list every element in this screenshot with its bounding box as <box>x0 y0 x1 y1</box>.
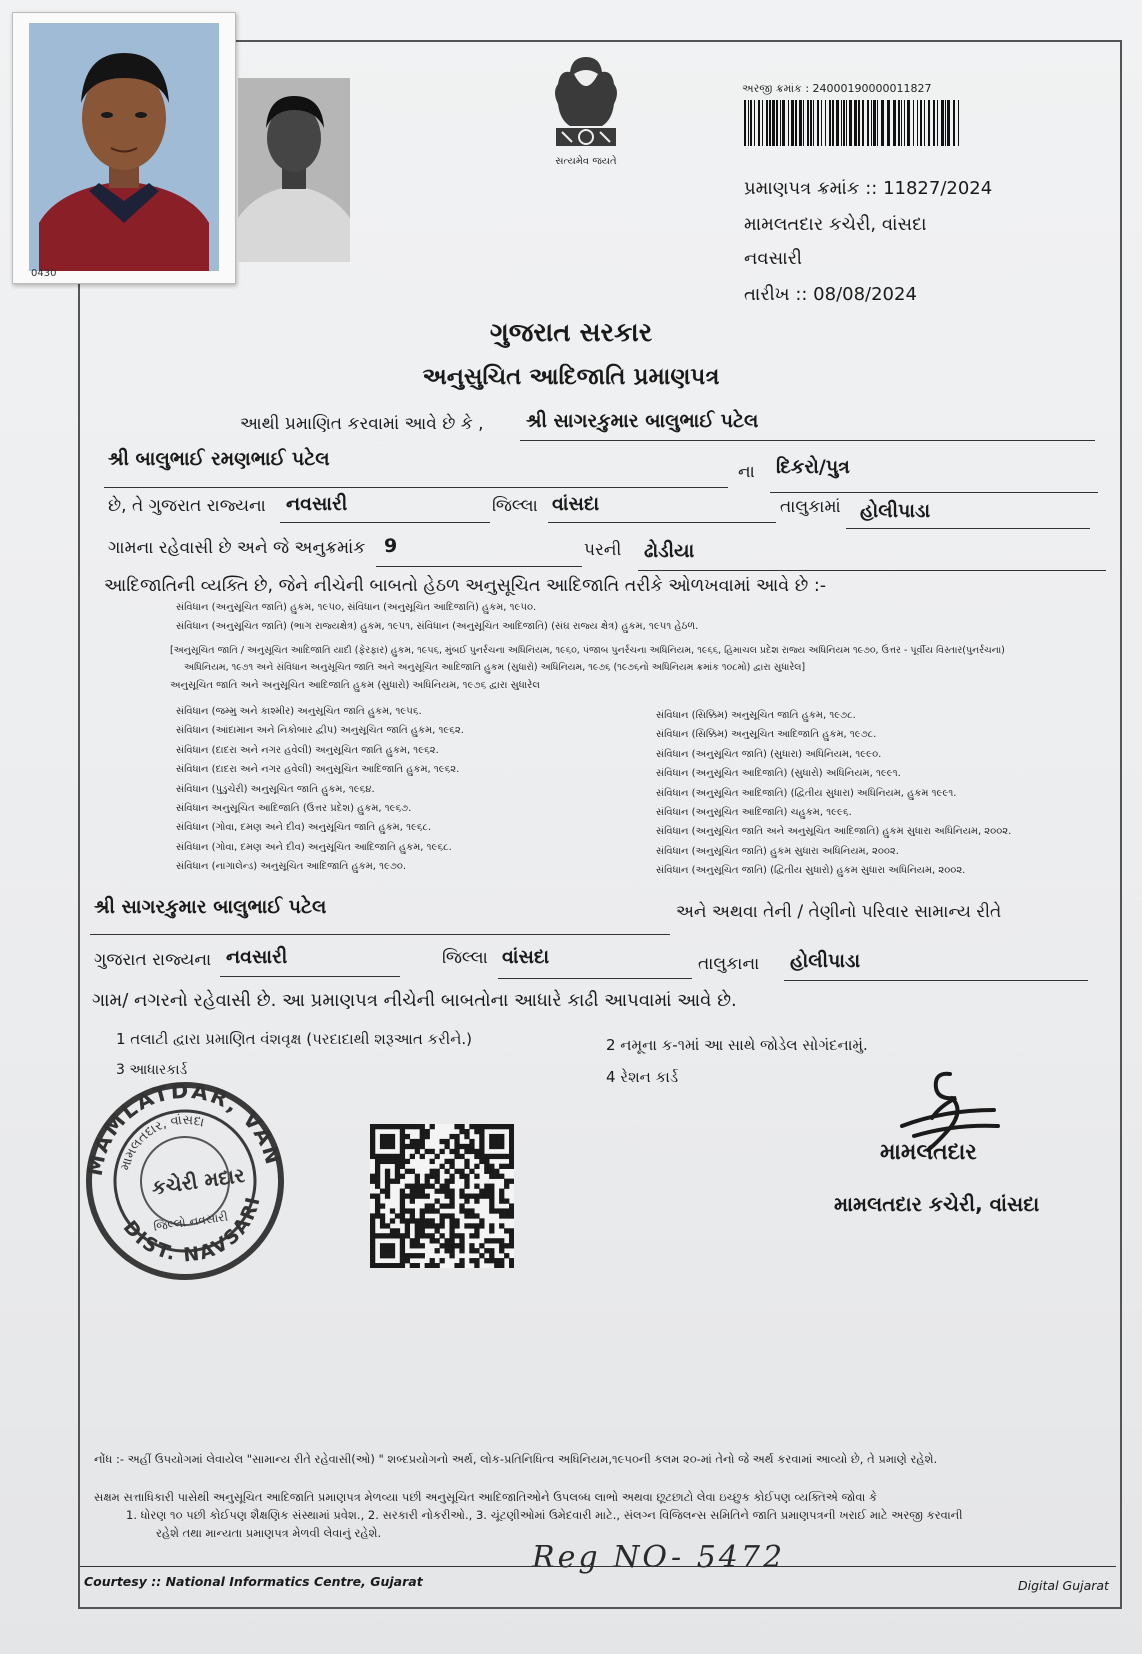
relation-line <box>770 492 1098 493</box>
basis-item-2: 2 નમૂના ક-૧માં આ સાથે જોડેલ સોગંદનામું. <box>606 1036 868 1054</box>
header-district: નવસારી <box>744 248 803 269</box>
residence-closing: ગામ/ નગરનો રહેવાસી છે. આ પ્રમાણપત્ર નીચેની બાબતોના આધારે કાઢી આપવામાં આવે છે. <box>92 990 737 1011</box>
seal-outer-text: MAMLATDAR, VANSDA <box>82 1078 286 1178</box>
residence-district: નવસારી <box>226 946 288 968</box>
printed-photo <box>238 78 350 262</box>
basis-item-3: 3 આધારકાર્ડ <box>116 1062 188 1078</box>
residence-taluka: વાંસદા <box>502 946 550 968</box>
issue-date: તારીખ :: 08/08/2024 <box>744 284 917 305</box>
order-left-item: સંવિધાન (જમ્મુ અને કાશ્મીર) અનુસૂચિત જાતિ હુકમ, ૧૯૫૬. <box>176 706 422 717</box>
certificate-number: પ્રમાણપત્ર ક્રમાંક :: 11827/2024 <box>744 178 993 199</box>
note-validity: રહેશે તથા માન્યતા પ્રમાણપત્ર મેળવી લેવાનું રહેશે. <box>156 1526 382 1540</box>
handwritten-reg-no: Reg NO- 5472 <box>532 1540 786 1575</box>
order-left-item: સંવિધાન (પુડુચેરી) અનુસૂચિત જાતિ હુકમ, ૧૯૬૪. <box>176 783 375 795</box>
taluka-value: વાંસદા <box>552 493 600 515</box>
residence-taluka-line <box>498 978 692 979</box>
emblem-motto: સત્યમેવ જયતે <box>555 156 617 167</box>
residence-name: શ્રી સાગરકુમાર બાલુભાઈ પટેલ <box>94 896 327 918</box>
state-prefix: છે, તે ગુજરાત રાજ્યના <box>108 496 266 516</box>
village-value: હોલીપાડા <box>860 500 931 522</box>
tribe-line <box>638 570 1106 571</box>
photo-portrait <box>29 23 219 271</box>
order-right-item: સંવિધાન (અનુસૂચિત આદિજાતિ) (દ્વિતીય સુધારા) અધિનિયમ, હુકમ ૧૯૯૧. <box>656 787 957 799</box>
taluka-label: તાલુકામાં <box>780 497 841 517</box>
signatory-office: મામલતદાર કચેરી, વાંસદા <box>834 1192 1040 1216</box>
district-line <box>280 522 490 523</box>
issuing-office: મામલતદાર કચેરી, વાંસદા <box>744 214 927 235</box>
seal-inner-text: મામલતદાર, વાંસદા <box>117 1112 206 1173</box>
seal-center-text: કચેરી મદાર <box>150 1162 247 1200</box>
father-name-line <box>104 487 728 488</box>
tribe-name: ઢોડીયા <box>644 540 695 562</box>
district-value: નવસારી <box>286 493 348 515</box>
residence-district-label: જિલ્લા <box>442 948 488 968</box>
signatory-title: મામલતદાર <box>880 1140 977 1165</box>
qr-code <box>370 1124 514 1268</box>
holder-name: શ્રી સાગરકુમાર બાલુભાઈ પટેલ <box>526 410 759 432</box>
village-line <box>846 528 1090 529</box>
note-benefits: સક્ષમ સત્તાધિકારી પાસેથી અનુસૂચિત આદિજાતિ પ્રમાણપત્ર મેળવ્યા પછી અનુસૂચિત આદિજાતિઓને ઉપલબ્ધ લાભો અથવા છૂટછાટો લેવા ઇચ્છુક કોઈપણ વ્યક્તિએ જોવા કે <box>94 1490 878 1504</box>
seal-stamp-icon <box>80 1076 290 1286</box>
residence-suffix: અને અથવા તેની / તેણીનો પરિવાર સામાન્ય રીતે <box>676 902 1002 922</box>
basis-item-1: 1 તલાટી દ્વારા પ્રમાણિત વંશવૃક્ષ (પરદાદાથી શરૂઆત કરીને.) <box>116 1030 473 1048</box>
order-right-item: સંવિધાન (અનુસૂચિત જાતિ) હુકમ સુધારા અધિનિયમ, ૨૦૦૨. <box>656 845 899 857</box>
residence-village: હોલીપાડા <box>790 950 861 972</box>
relation: દિકરો/પુત્ર <box>776 456 850 478</box>
order-right-item: સંવિધાન (સિક્કિમ) અનુસૂચિત આદિજાતિ હુકમ, ૧૯૭૮. <box>656 729 877 741</box>
residence-district-line <box>220 976 400 977</box>
order-right-item: સંવિધાન (સિક્કિમ) અનુસૂચિત જાતિ હુકમ, ૧૯૭૮. <box>656 710 856 721</box>
seal-bottom-text: DIST. NAVSARI <box>118 1193 265 1267</box>
order-left-item: સંવિધાન (આંદામાન અને નિકોબાર દ્વીપ) અનુસૂચિત જાતિ હુકમ, ૧૯૬૨. <box>176 725 464 737</box>
serial-prefix: ગામના રહેવાસી છે અને જે અનુક્રમાંક <box>108 538 366 558</box>
orders-left-list <box>176 706 464 881</box>
order-left-item: સંવિધાન (દાદરા અને નગર હવેલી) અનુસૂચિત જાતિ હુકમ, ૧૯૬૨. <box>176 744 439 756</box>
order-right-item: સંવિધાન (અનુસૂચિત જાતિ) (સુધારા) અધિનિયમ, ૧૯૯૦. <box>656 748 882 760</box>
ashoka-emblem-icon <box>540 52 632 157</box>
basis-item-4: 4 રેશન કાર્ડ <box>606 1068 679 1086</box>
photo-code: 0430 <box>31 268 57 279</box>
note-list: 1. ધોરણ ૧૦ પછી કોઈપણ શૈક્ષણિક સંસ્થામાં પ્રવેશ., 2. સરકારી નોકરીઓ., 3. ચૂંટણીઓમાં ઉમેદવારી માટે., સંલગ્ન વિજિલન્સ સમિતિને જાતિ પ્રમાણપત્રની ખરાઈ માટે અરજી કરવાની <box>126 1508 963 1522</box>
residence-name-line <box>90 934 670 935</box>
taluka-line <box>548 522 776 523</box>
father-name: શ્રી બાલુભાઈ રમણભાઈ પટેલ <box>108 448 330 470</box>
mamlatdar-seal <box>80 1076 290 1286</box>
order-left-item: સંવિધાન અનુસૂચિત આદિજાતિ (ઉત્તર પ્રદેશ) હુકમ, ૧૯૬૭. <box>176 802 412 814</box>
certificate-title: અનુસુચિત આદિજાતિ પ્રમાણપત્ર <box>422 364 720 390</box>
note-residence: નોંધ :- અહીં ઉપયોગમાં લેવાયેલ "સામાન્ય રીતે રહેવાસી(ઓ) " શબ્દપ્રયોગનો અર્થ, લોક-પ્રતિનિધિત્વ અધિનિયમ,૧૯૫૦ની કલમ ૨૦-માં તેનો જે અર્થ કરવામાં આવ્યો છે, તે પ્રમાણે રહેશે. <box>94 1452 938 1466</box>
order-line-4: અધિનિયમ, ૧૯૭૧ અને સંવિધાન અનુસૂચિત જાતિ અને અનુસૂચિત આદિજાતિ હુકમ (સુધારો) અધિનિયમ, ૧૯૭૬ (૧૯૭૬નો અધિનિયમ ક્રમાંક ૧૦૮મો) દ્વારા સુધારેલ] <box>184 662 806 673</box>
order-left-item: સંવિધાન (ગોવા, દમણ અને દીવ) અનુસૂચિત જાતિ હુકમ, ૧૯૬૮. <box>176 822 432 834</box>
order-left-item: સંવિધાન (દાદરા અને નગર હવેલી) અનુસૂચિત આદિજાતિ હુકમ, ૧૯૬૨. <box>176 764 460 776</box>
par-label: પરની <box>584 540 622 560</box>
national-emblem <box>540 52 632 170</box>
seal-mid-text: જિલ્લો નવસારી <box>152 1209 229 1234</box>
application-number: અરજી ક્રમાંક : 24000190000011827 <box>742 82 932 95</box>
residence-state-prefix: ગુજરાત રાજ્યના <box>94 950 212 970</box>
serial-number: 9 <box>384 535 398 557</box>
order-left-item: સંવિધાન (નાગાલેન્ડ) અનુસૂચિત આદિજાતિ હુકમ, ૧૯૭૦. <box>176 861 407 873</box>
na-label: ના <box>738 462 755 482</box>
serial-line <box>376 566 582 567</box>
footer-rule <box>80 1566 1116 1567</box>
government-title: ગુજરાત સરકાર <box>489 318 653 348</box>
order-right-item: સંવિધાન (અનુસૂચિત આદિજાતિ) (સુધારો) અધિનિયમ, ૧૯૯૧. <box>656 768 901 780</box>
order-line-3: [અનુસૂચિત જાતિ / અનુસૂચિત આદિજાતિ યાદી (ફેરફાર) હુકમ, ૧૯૫૬, મુંબઈ પુનર્રચના અધિનિયમ, ૧૯૬૦, પંજાબ પુનર્રચના અધિનિયમ, ૧૯૬૬, હિમાચલ પ્રદેશ રાજ્ય અધિનિયમ ૧૯૭૦, ઉત્તર - પૂર્વીય વિસ્તાર(પુનર્રચના) <box>170 645 1005 656</box>
recognition-statement: આદિજાતિની વ્યક્તિ છે, જેને નીચેની બાબતો હેઠળ અનુસૂચિત આદિજાતિ તરીકે ઓળખવામાં આવે છે :- <box>104 576 827 596</box>
holder-name-line <box>520 440 1095 441</box>
passport-photo <box>12 12 236 284</box>
order-line-2: સંવિધાન (અનુસૂચિત જાતિ) (ભાગ રાજ્યક્ષેત્ર) હુકમ, ૧૯૫૧, સંવિધાન (અનુસૂચિત આદિજાતિ) (સંઘ રાજ્ય ક્ષેત્ર) હુકમ, ૧૯૫૧ હેઠળ. <box>176 621 699 632</box>
footer-brand: Digital Gujarat <box>1018 1578 1109 1593</box>
footer-courtesy: Courtesy :: National Informatics Centre, Gujarat <box>84 1574 423 1589</box>
order-line-5: અનુસૂચિત જાતિ અને અનુસૂચિત આદિજાતિ હુકમ (સુધારો) અધિનિયમ, ૧૯૭૬ દ્વારા સુધારેલ <box>170 680 540 691</box>
certify-prefix: આથી પ્રમાણિત કરવામાં આવે છે કે , <box>240 414 484 434</box>
district-label: જિલ્લા <box>492 496 538 516</box>
order-right-item: સંવિધાન (અનુસૂચિત જાતિ અને અનુસૂચિત આદિજાતિ) હુકમ સુધારા અધિનિયમ, ૨૦૦૨. <box>656 826 1012 838</box>
order-line-1: સંવિધાન (અનુસૂચિત જાતિ) હુકમ, ૧૯૫૦, સંવિધાન (અનુસૂચિત આદિજાતિ) હુકમ, ૧૯૫૦. <box>176 602 537 613</box>
order-left-item: સંવિધાન (ગોવા, દમણ અને દીવ) અનુસૂચિત આદિજાતિ હુકમ, ૧૯૬૮. <box>176 841 452 853</box>
barcode <box>742 100 964 146</box>
order-right-item: સંવિધાન (અનુસૂચિત આદિજાતિ) ચહુકમ, ૧૯૯૬. <box>656 806 852 818</box>
residence-village-line <box>784 980 1088 981</box>
residence-taluka-label: તાલુકાના <box>698 954 760 974</box>
orders-right-list <box>656 710 1011 885</box>
order-right-item: સંવિધાન (અનુસૂચિત જાતિ) (દ્વિતીય સુધારો) હુકમ સુધારા અધિનિયમ, ૨૦૦૨. <box>656 865 966 877</box>
